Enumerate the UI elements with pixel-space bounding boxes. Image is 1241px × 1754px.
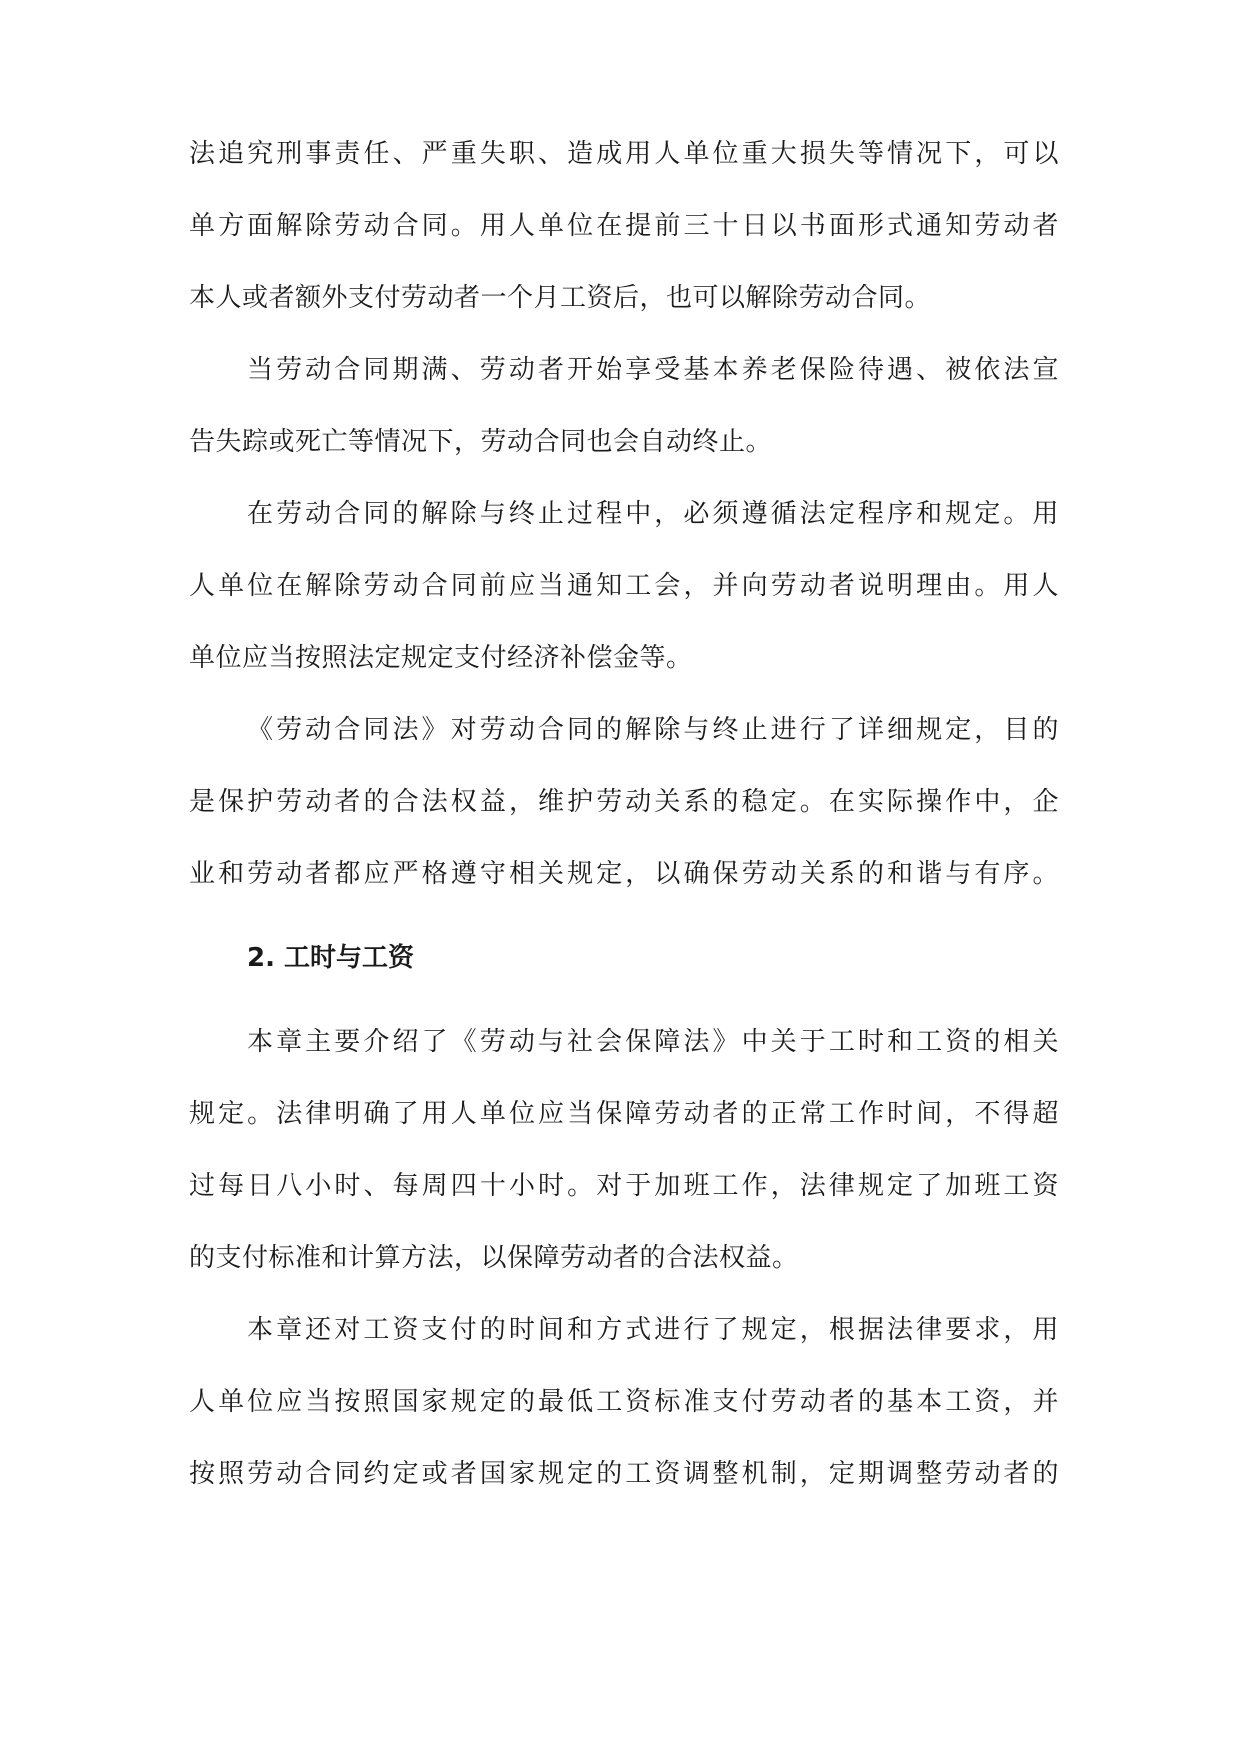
- paragraph-line: 按照劳动合同约定或者国家规定的工资调整机制，定期调整劳动者的: [189, 1459, 1059, 1489]
- paragraph-line: 业和劳动者都应严格遵守相关规定，以确保劳动关系的和谐与有序。: [189, 859, 1059, 889]
- paragraph-line: 过每日八小时、每周四十小时。对于加班工作，法律规定了加班工资: [189, 1171, 1059, 1201]
- paragraph-line: 规定。法律明确了用人单位应当保障劳动者的正常工作时间，不得超: [189, 1099, 1059, 1129]
- paragraph-line: 法追究刑事责任、严重失职、造成用人单位重大损失等情况下，可以: [189, 139, 1059, 169]
- paragraph-line: 在劳动合同的解除与终止过程中，必须遵循法定程序和规定。用: [247, 499, 1059, 529]
- paragraph-line: 《劳动合同法》对劳动合同的解除与终止进行了详细规定，目的: [247, 715, 1059, 745]
- paragraph-line: 单位应当按照法定规定支付经济补偿金等。: [189, 643, 693, 673]
- paragraph-line: 人单位应当按照国家规定的最低工资标准支付劳动者的基本工资，并: [189, 1387, 1059, 1417]
- paragraph-line: 当劳动合同期满、劳动者开始享受基本养老保险待遇、被依法宣: [247, 355, 1059, 385]
- paragraph-line: 告失踪或死亡等情况下，劳动合同也会自动终止。: [189, 427, 773, 457]
- paragraph-line: 是保护劳动者的合法权益，维护劳动关系的稳定。在实际操作中，企: [189, 787, 1059, 817]
- paragraph-line: 本人或者额外支付劳动者一个月工资后，也可以解除劳动合同。: [189, 283, 932, 313]
- paragraph-line: 本章主要介绍了《劳动与社会保障法》中关于工时和工资的相关: [247, 1027, 1059, 1057]
- section-heading: 2. 工时与工资: [247, 943, 415, 973]
- paragraph-line: 的支付标准和计算方法，以保障劳动者的合法权益。: [189, 1243, 799, 1273]
- paragraph-line: 单方面解除劳动合同。用人单位在提前三十日以书面形式通知劳动者: [189, 211, 1059, 241]
- paragraph-line: 人单位在解除劳动合同前应当通知工会，并向劳动者说明理由。用人: [189, 571, 1059, 601]
- paragraph-line: 本章还对工资支付的时间和方式进行了规定，根据法律要求，用: [247, 1315, 1059, 1345]
